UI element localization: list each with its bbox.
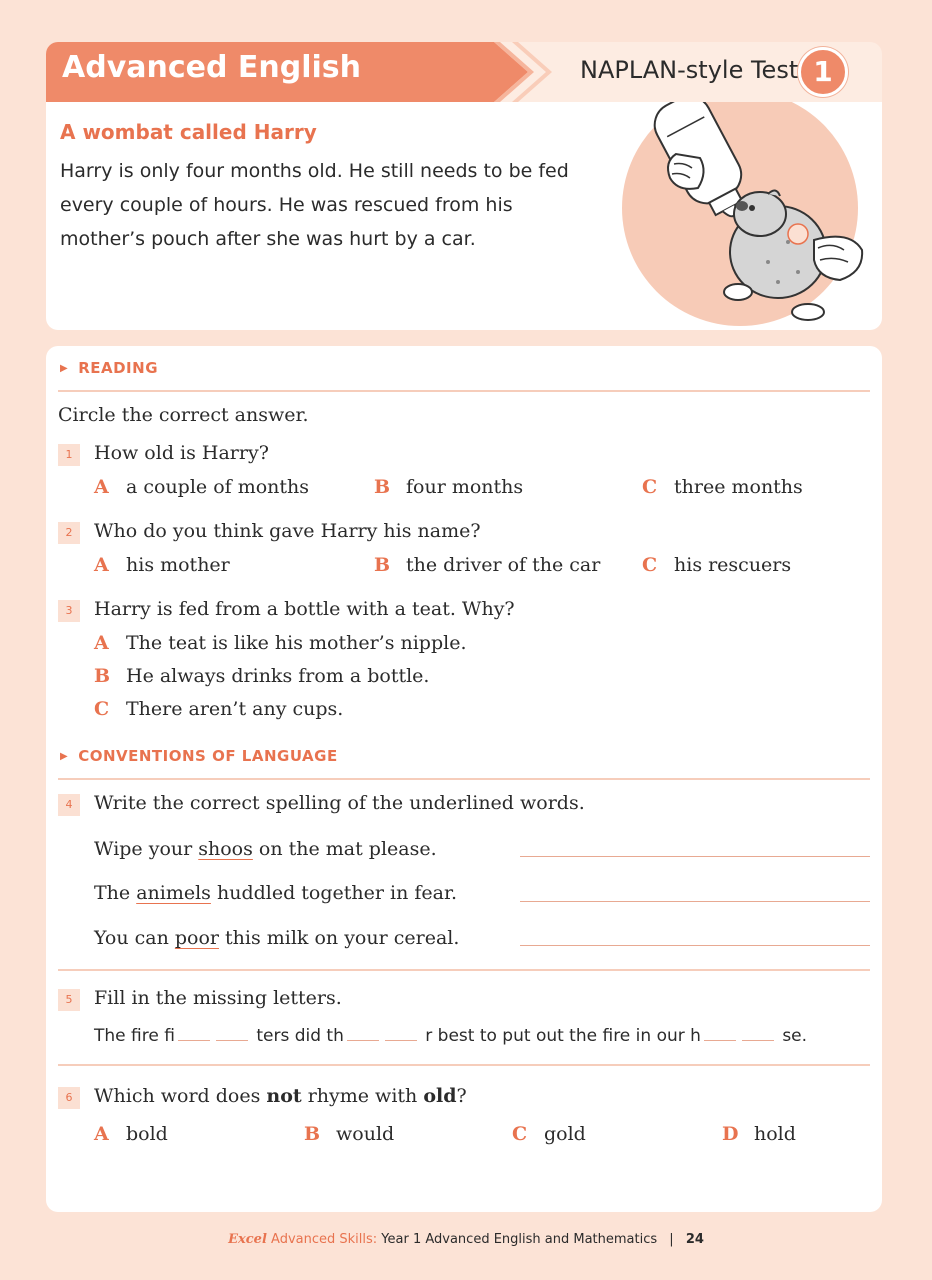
instruction: Circle the correct answer. [58,404,309,426]
misspelled-word: shoos [198,838,253,860]
answer-option[interactable]: C There aren’t any cups. [94,698,344,720]
question-text: Fill in the missing letters. [94,987,342,1009]
section-heading-conventions: ▶ CONVENTIONS OF LANGUAGE [60,747,338,765]
question-text: Which word does not rhyme with old? [94,1085,467,1107]
brand-logo: Excel [228,1232,267,1247]
letter-blank[interactable] [742,1026,774,1041]
answer-option[interactable]: D hold [722,1123,796,1145]
divider [58,1064,870,1066]
question-text: Harry is fed from a bottle with a teat. Why? [94,598,515,620]
question-number: 3 [58,600,80,622]
question-number: 2 [58,522,80,544]
letter-blank[interactable] [216,1026,248,1041]
question-text: Write the correct spelling of the underlined words. [94,792,585,814]
answer-option[interactable]: B four months [374,476,524,498]
page-footer: Excel Advanced Skills: Year 1 Advanced English and Mathematics | 24 [228,1232,704,1247]
spelling-sentence: The animels huddled together in fear. [94,882,458,904]
spelling-sentence: You can poor this milk on your cereal. [94,927,460,949]
answer-option[interactable]: A bold [94,1123,168,1145]
question-number: 5 [58,989,80,1011]
letter-blank[interactable] [347,1026,379,1041]
question-text: How old is Harry? [94,442,269,464]
question-text: Who do you think gave Harry his name? [94,520,481,542]
question-number: 6 [58,1087,80,1109]
test-number-badge: 1 [798,47,848,97]
header-bar [46,42,882,102]
answer-option[interactable]: A The teat is like his mother’s nipple. [94,632,467,654]
misspelled-word: poor [174,927,219,949]
question-card [46,346,882,1212]
answer-option[interactable]: C gold [512,1123,586,1145]
triangle-bullet-icon: ▶ [60,751,69,762]
question-number: 4 [58,794,80,816]
page-title: Advanced English [62,50,362,85]
fill-in-sentence: The fire fi ters did th r best to put out the fire in our h se. [94,1026,808,1046]
section-heading-reading: ▶ READING [60,359,159,377]
answer-line[interactable] [520,856,870,857]
page-number: 24 [685,1232,704,1247]
story-text: Harry is only four months old. He still needs to be fed every couple of hours. He was rescued from his mother’s pouch after she was hurt by a car. [60,160,569,250]
answer-line[interactable] [520,901,870,902]
misspelled-word: animels [136,882,211,904]
wombat-bottle-feeding-illustration [618,102,878,328]
answer-line[interactable] [520,945,870,946]
triangle-bullet-icon: ▶ [60,363,69,374]
letter-blank[interactable] [178,1026,210,1041]
answer-option[interactable]: C three months [642,476,803,498]
divider [58,778,870,780]
divider [58,969,870,971]
answer-option[interactable]: C his rescuers [642,554,792,576]
letter-blank[interactable] [385,1026,417,1041]
answer-option[interactable]: B He always drinks from a bottle. [94,665,430,687]
answer-option[interactable]: B would [304,1123,395,1145]
spelling-sentence: Wipe your shoos on the mat please. [94,838,437,860]
test-label: NAPLAN-style Test [580,56,799,84]
story-title: A wombat called Harry [60,120,317,144]
answer-option[interactable]: A his mother [94,554,230,576]
story-card [46,102,882,330]
letter-blank[interactable] [704,1026,736,1041]
question-number: 1 [58,444,80,466]
answer-option[interactable]: A a couple of months [94,476,310,498]
divider [58,390,870,392]
answer-option[interactable]: B the driver of the car [374,554,601,576]
